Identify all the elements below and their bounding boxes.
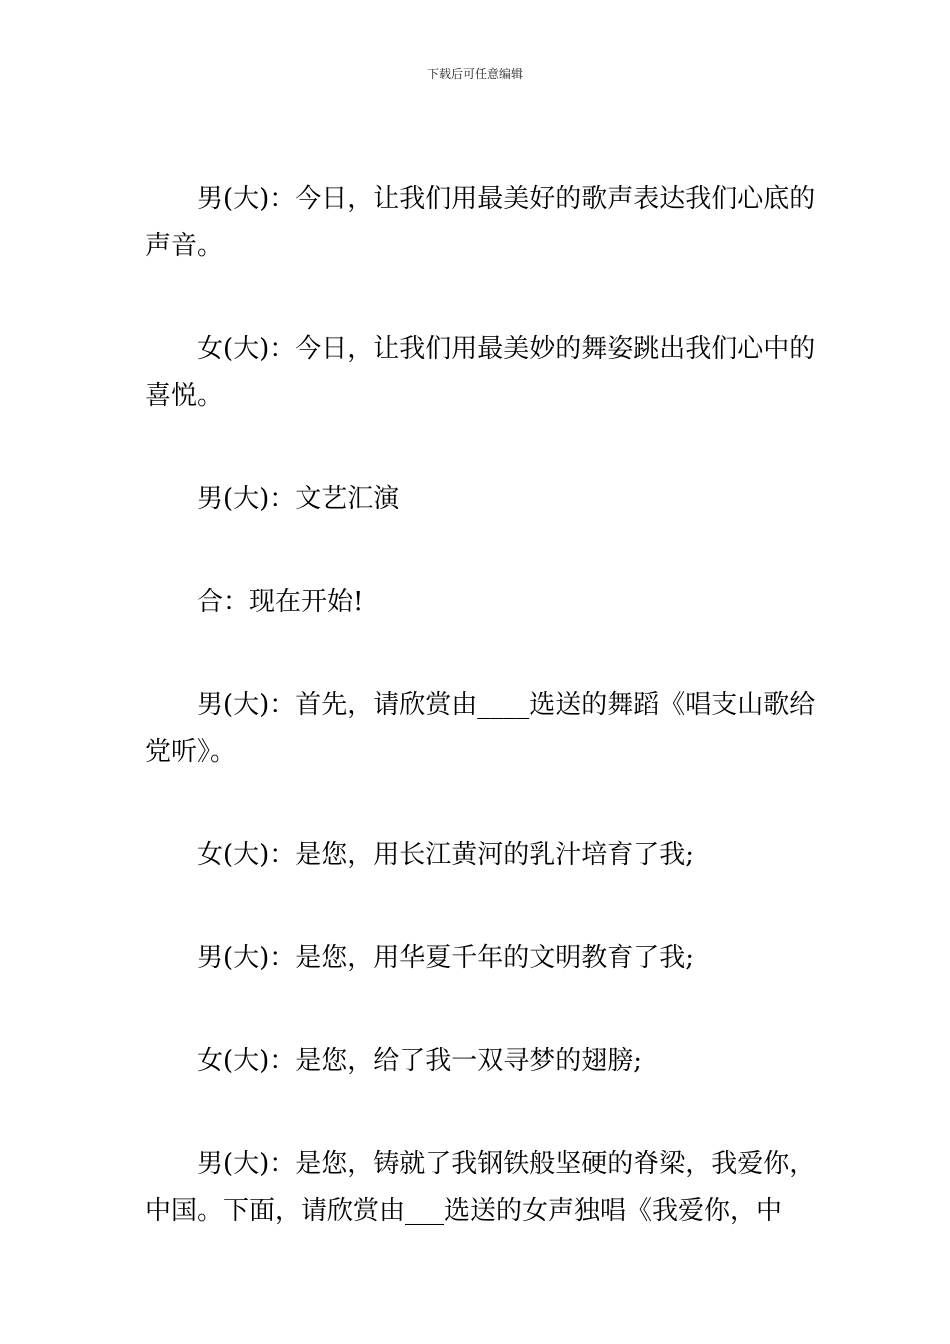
header-note: 下载后可任意编辑 bbox=[426, 67, 523, 81]
paragraph: 女(大)：是您，给了我一双寻梦的翅膀; bbox=[197, 1046, 643, 1076]
paragraph: 女(大)：是您，用长江黄河的乳汁培育了我; bbox=[197, 840, 695, 870]
paragraph: 女(大)：今日，让我们用最美妙的舞姿跳出我们心中的喜悦。 bbox=[145, 334, 816, 411]
document-body bbox=[145, 176, 825, 1235]
paragraph: 男(大)：首先，请欣赏由____选送的舞蹈《唱支山歌给党听》。 bbox=[145, 690, 816, 767]
paragraph: 男(大)：是您，铸就了我钢铁般坚硬的脊梁，我爱你，中国。下面，请欣赏由___选送的女声独唱《我爱你，中 bbox=[145, 1149, 816, 1226]
paragraph: 男(大)：是您，用华夏千年的文明教育了我; bbox=[197, 943, 695, 973]
paragraph: 男(大)：文艺汇演 bbox=[197, 484, 400, 514]
paragraph: 男(大)：今日，让我们用最美好的歌声表达我们心底的声音。 bbox=[145, 184, 816, 261]
paragraph: 合：现在开始! bbox=[197, 587, 364, 617]
